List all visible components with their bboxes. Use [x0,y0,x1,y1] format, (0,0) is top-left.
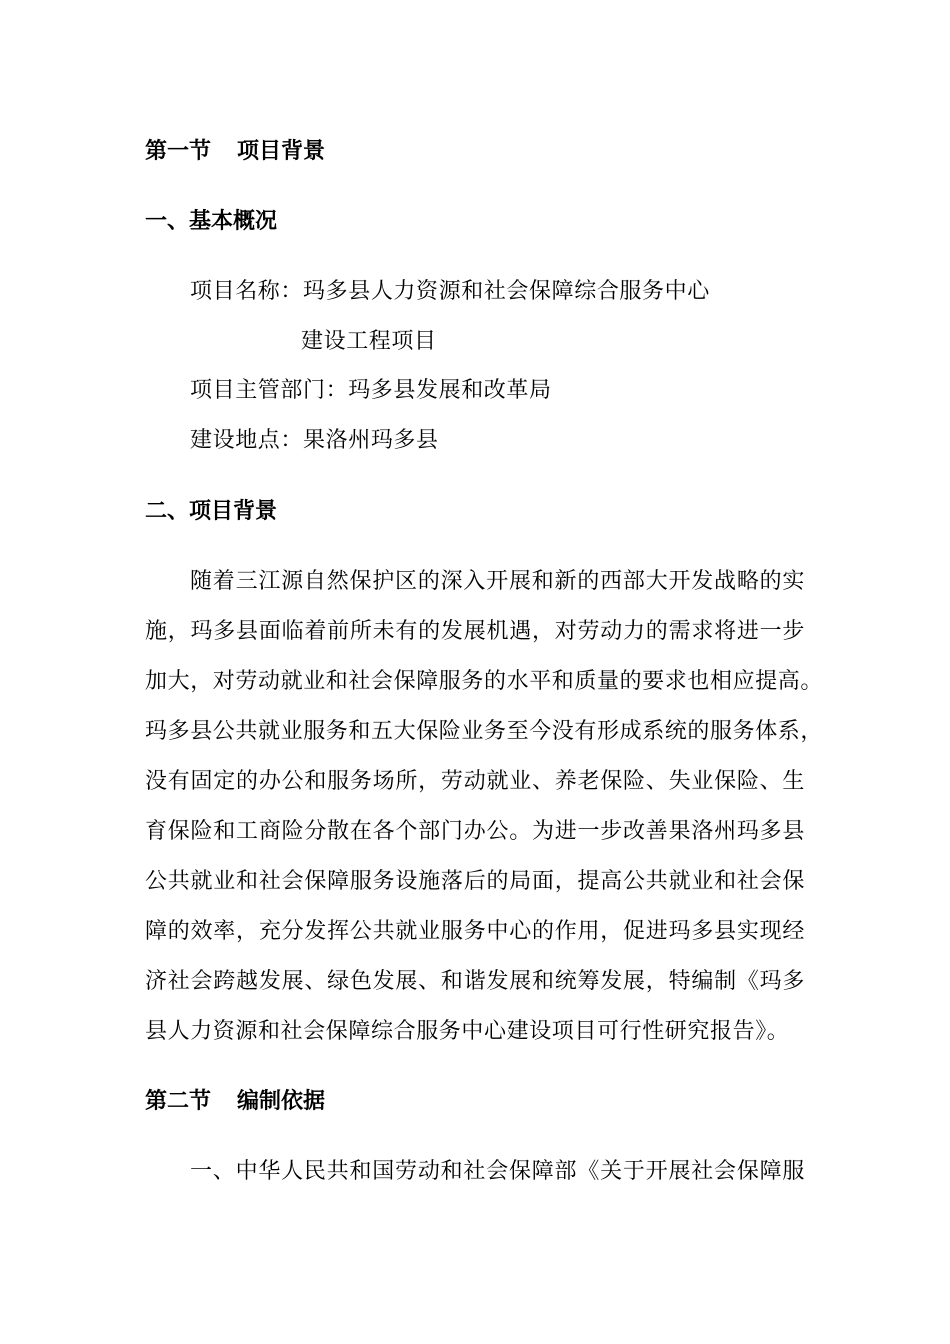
background-paragraph-line: 济社会跨越发展、绿色发展、和谐发展和统筹发展，特编制《玛多 [145,969,805,994]
background-paragraph-line: 施，玛多县面临着前所未有的发展机遇，对劳动力的需求将进一步 [145,619,805,644]
background-paragraph-line: 没有固定的办公和服务场所，劳动就业、养老保险、失业保险、生 [145,769,805,794]
project-name-label: 项目名称： [190,279,304,304]
overview-heading: 一、基本概况 [145,209,278,234]
background-paragraph-line: 县人力资源和社会保障综合服务中心建设项目可行性研究报告》。 [145,1019,790,1044]
basis-item-line: 一、中华人民共和国劳动和社会保障部《关于开展社会保障服 [190,1159,805,1184]
location-row [190,427,439,455]
section-2-label: 第二节 [145,1089,212,1114]
section-2-heading [145,1088,325,1116]
background-paragraph-line: 玛多县公共就业服务和五大保险业务至今没有形成系统的服务体系， [145,719,824,744]
background-paragraph-line: 随着三江源自然保护区的深入开展和新的西部大开发战略的实 [190,569,805,594]
project-name-continuation: 建设工程项目 [301,329,437,354]
location-label: 建设地点： [190,428,304,453]
department-value: 玛多县发展和改革局 [348,378,552,403]
background-paragraph-line: 育保险和工商险分散在各个部门办公。为进一步改善果洛州玛多县 [145,819,805,844]
project-name-row [190,278,710,306]
location-value: 果洛州玛多县 [303,428,439,453]
background-paragraph-line: 加大，对劳动就业和社会保障服务的水平和质量的要求也相应提高。 [145,669,824,694]
department-label: 项目主管部门： [190,378,349,403]
background-paragraph-line: 公共就业和社会保障服务设施落后的局面，提高公共就业和社会保 [145,869,805,894]
background-paragraph-line: 障的效率，充分发挥公共就业服务中心的作用，促进玛多县实现经 [145,919,805,944]
department-row [190,377,552,405]
section-1-label: 第一节 [145,139,212,164]
background-heading: 二、项目背景 [145,499,278,524]
section-1-title: 项目背景 [237,139,326,164]
section-2-title: 编制依据 [237,1089,326,1114]
project-name-value: 玛多县人力资源和社会保障综合服务中心 [303,279,710,304]
section-1-heading [145,138,325,166]
